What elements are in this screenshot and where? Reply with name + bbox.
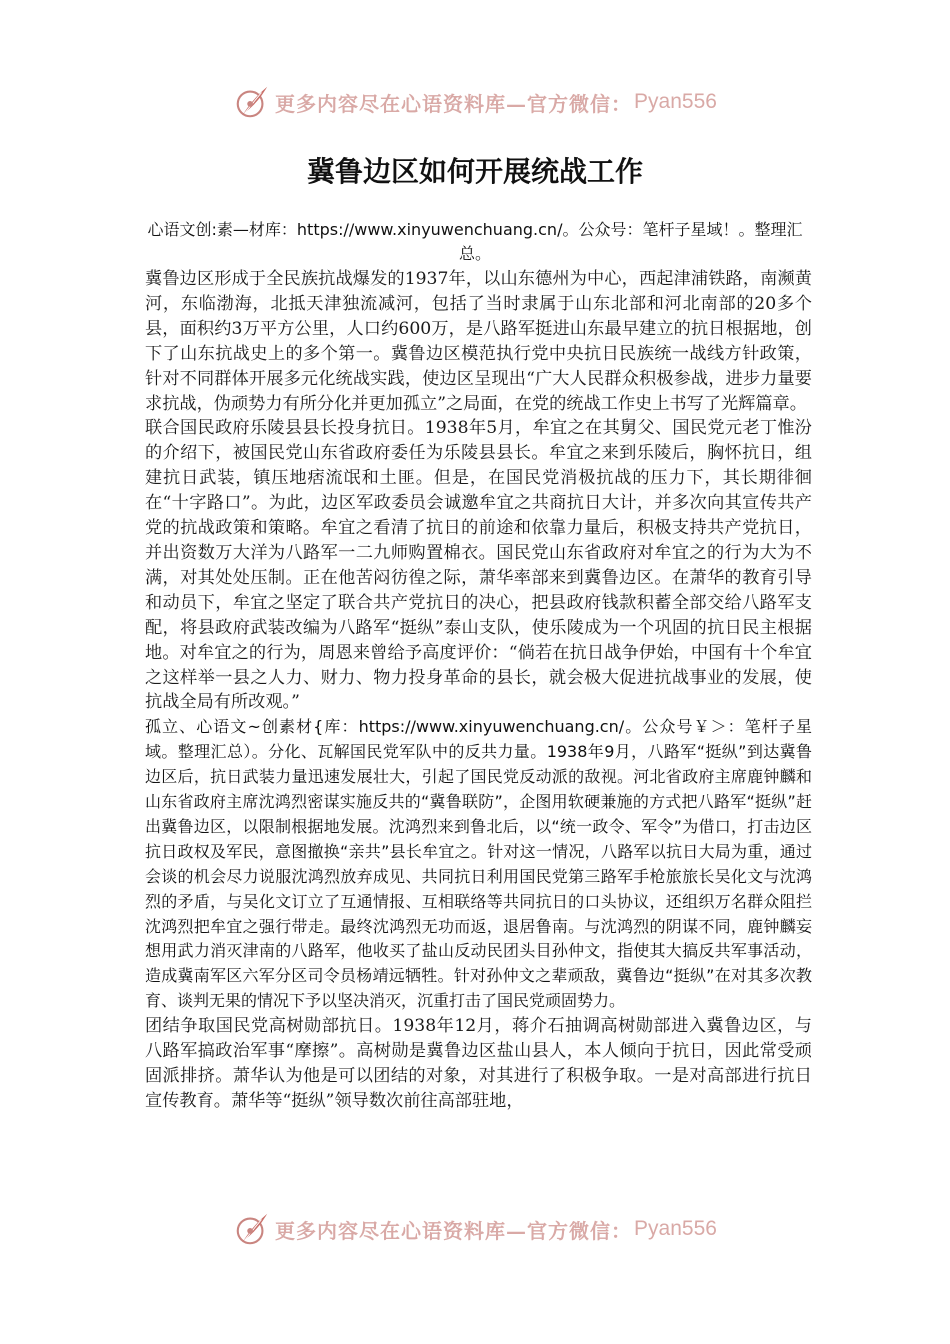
header-banner bbox=[0, 82, 950, 122]
footer-wechat-handle: Pyan556 bbox=[634, 1217, 717, 1240]
document-title: 冀鲁边区如何开展统战工作 bbox=[306, 155, 643, 188]
paragraph-intro: 冀鲁边区形成于全民族抗战爆发的1937年，以山东德州为中心，西起津浦铁路，南濒黄河，东临渤海，北抵天津独流减河，包括了当时隶属于山东北部和河北南部的20多个县，面积约3万平方公里，人口约600万，是八路军挺进山东最早建立的抗日根据地，创下了山东抗战史上的多个第一。冀鲁边区模范执行党中央抗日民族统一战线方针政策，针对不同群体开展多元化统战实践，使边区呈现出“广大人民群众积极参战，进步力量要求抗战，伪顽势力有所分化并更加孤立”之局面，在党的统战工作史上书写了光辉篇章。 bbox=[145, 269, 812, 414]
paragraph-isolate-divide: 孤立、心语文~创素材{库：https://www.xinyuwenchuang.cn/。公众号￥＞：笔杆子星域。整理汇总）。分化、瓦解国民党军队中的反共力量。1938年9月，八路军“挺纵”到达冀鲁边区后，抗日武装力量迅速发展壮大，引起了国民党反动派的敌视。河北省政府主席鹿钟麟和山东省政府主席沈鸿烈密谋实施反共的“冀鲁联防”，企图用软硬兼施的方式把八路军“挺纵”赶出冀鲁边区，以限制根据地发展。沈鸿烈来到鲁北后，以“统一政令、军令”为借口，打击边区抗日政权及军民，意图撤换“亲共”县长牟宜之。针对这一情况，八路军以抗日大局为重，通过会谈的机会尽力说服沈鸿烈放弃成见、共同抗日利用国民党第三路军手枪旅旅长吴化文与沈鸿烈的矛盾，与吴化文订立了互通情报、互相联络等共同抗日的口头协议，还组织万名群众阻拦沈鸿烈把牟宜之强行带走。最终沈鸿烈无功而返，退居鲁南。与沈鸿烈的阴谋不同，鹿钟麟妄想用武力消灭津南的八路军，他收买了盐山反动民团头目孙仲文，指使其大搞反共军事活动，造成冀南军区六军分区司令员杨靖远牺牲。针对孙仲文之辈顽敌，冀鲁边“挺纵”在对其多次教育、谈判无果的情况下予以坚决消灭，沉重打击了国民党顽固势力。 bbox=[145, 717, 812, 1011]
footer-brand-text: 更多内容尽在心语资料库—官方微信： bbox=[275, 1218, 633, 1243]
feather-pen-icon bbox=[233, 1210, 271, 1248]
feather-pen-icon bbox=[233, 83, 271, 121]
banner-brand-text: 更多内容尽在心语资料库—官方微信： bbox=[275, 91, 633, 116]
document-body bbox=[145, 267, 812, 1114]
banner-wechat-handle: Pyan556 bbox=[634, 90, 717, 113]
paragraph-gao-shuxun: 团结争取国民党高树勋部抗日。1938年12月，蒋介石抽调高树勋部进入冀鲁边区，与八路军搞政治军事“摩擦”。高树勋是冀鲁边区盐山县人，本人倾向于抗日，因此常受顽固派排挤。萧华认为他是可以团结的对象，对其进行了积极争取。一是对高部进行抗日宣传教育。萧华等“挺纵”领导数次前往高部驻地， bbox=[145, 1016, 812, 1111]
paragraph-mou-yizhi: 联合国民政府乐陵县县长投身抗日。1938年5月，牟宜之在其舅父、国民党元老丁惟汾的介绍下，被国民党山东省政府委任为乐陵县县长。牟宜之来到乐陵后，胸怀抗日，组建抗日武装，镇压地痞流氓和土匪。但是，在国民党消极抗战的压力下，其长期徘徊在“十字路口”。为此，边区军政委员会诚邀牟宜之共商抗日大计，并多次向其宣传共产党的抗战政策和策略。牟宜之看清了抗日的前途和依靠力量后，积极支持共产党抗日，并出资数万大洋为八路军一二九师购置棉衣。国民党山东省政府对牟宜之的行为大为不满，对其处处压制。正在他苦闷彷徨之际，萧华率部来到冀鲁边区。在萧华的教育引导和动员下，牟宜之坚定了联合共产党抗日的决心，把县政府钱款积蓄全部交给八路军支配，将县政府武装改编为八路军“挺纵”泰山支队，使乐陵成为一个巩固的抗日民主根据地。对牟宜之的行为，周恩来曾给予高度评价：“倘若在抗日战争伊始，中国有十个牟宜之这样举一县之人力、财力、物力投身革命的县长，就会极大促进抗战事业的发展，使抗战全局有所改观。” bbox=[145, 418, 812, 713]
document-subtitle: 心语文创:素—材库：https://www.xinyuwenchuang.cn/。公众号：笔杆子星域！。整理汇总。 bbox=[147, 220, 803, 263]
footer-banner bbox=[0, 1209, 950, 1249]
